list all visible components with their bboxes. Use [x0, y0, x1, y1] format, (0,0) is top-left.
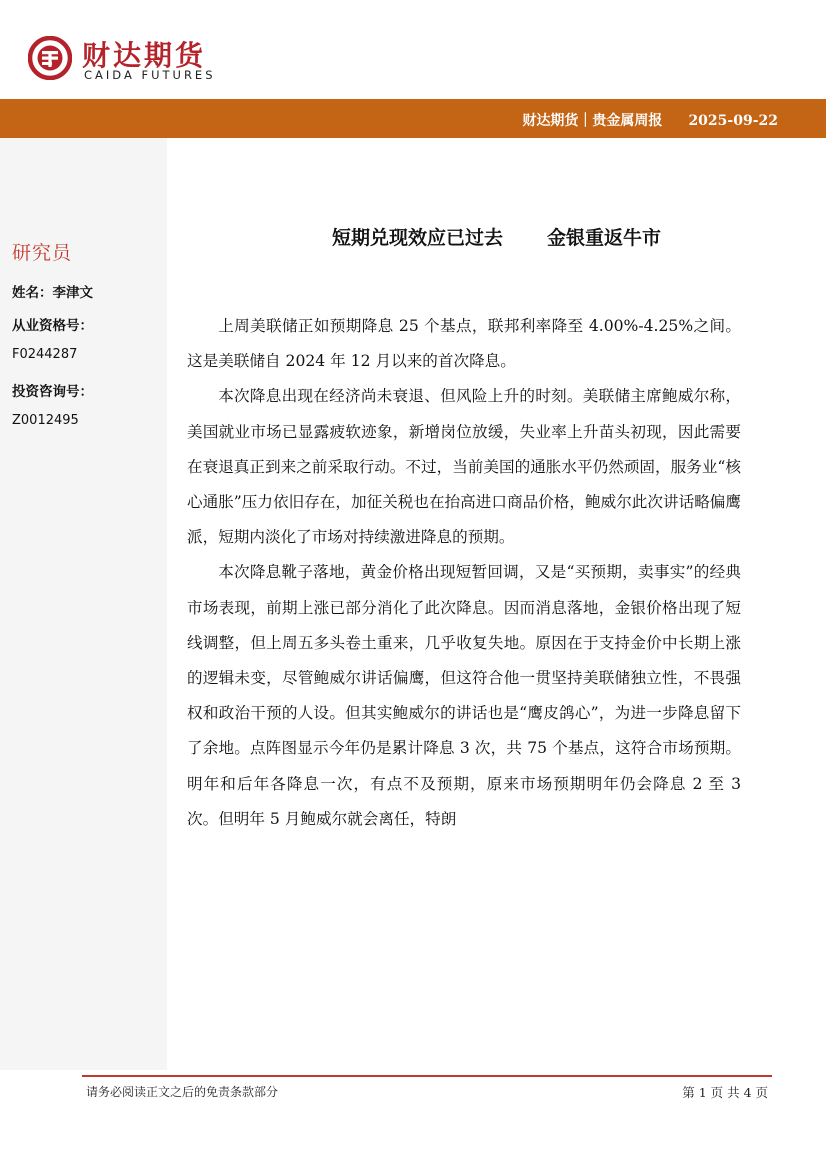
page-number: 第 1 页 共 4 页: [682, 1085, 768, 1100]
body-paragraph: 本次降息出现在经济尚未衰退、但风险上升的时刻。美联储主席鲍威尔称，美国就业市场已显露疲软迹象，新增岗位放缓，失业率上升苗头初现，因此需要在衰退真正到来之前采取行动。不过，当前美国的通胀水平仍然顽固，服务业“核心通胀”压力依旧存在，加征关税也在抬高进口商品价格，鲍威尔此次讲话略偏鹰派，短期内淡化了市场对持续激进降息的预期。: [187, 387, 741, 547]
report-body: [187, 309, 741, 837]
footer-disclaimer: 请务必阅读正文之后的免责条款部分: [86, 1085, 279, 1099]
body-paragraph: 本次降息靴子落地，黄金价格出现短暂回调，又是“买预期，卖事实”的经典市场表现，前期上涨已部分消化了此次降息。因而消息落地，金银价格出现了短线调整，但上周五多头卷土重来，几乎收复失地。原因在于支持金价中长期上涨的逻辑未变，尽管鲍威尔讲话偏鹰，但这符合他一贯坚持美联储独立性，不畏强权和政治干预的人设。但其实鲍威尔的讲话也是“鹰皮鸽心”，为进一步降息留下了余地。点阵图显示今年仍是累计降息 3 次，共 75 个基点，这符合市场预期。明年和后年各降息一次，有点不及预期，原来市场预期明年仍会降息 2 至 3 次。但明年 5 月鲍威尔就会离任，特朗: [187, 563, 741, 828]
report-title-left: 短期兑现效应已过去: [331, 227, 503, 249]
company-name-en: CAIDA FUTURES: [84, 68, 216, 82]
caida-logo-icon: [28, 36, 72, 80]
report-header-text: [522, 110, 778, 130]
qualification-label: 从业资格号：: [12, 318, 93, 334]
report-date: 2025-09-22: [688, 113, 778, 129]
consulting-label: 投资咨询号：: [12, 384, 93, 400]
company-name-cn: 财达期货: [82, 39, 207, 72]
analyst-name: 姓名：李津文: [12, 285, 93, 301]
footer-divider: [82, 1075, 772, 1077]
analyst-sidebar: [0, 138, 167, 1070]
report-series-label: 财达期货｜贵金属周报: [522, 113, 663, 129]
header-band: [0, 99, 826, 138]
sidebar-title: 研究员: [12, 242, 73, 264]
qualification-code: F0244287: [12, 347, 78, 362]
report-title: [167, 223, 826, 250]
report-title-right: 金银重返牛市: [547, 227, 662, 249]
consulting-code: Z0012495: [12, 413, 79, 428]
body-paragraph: 上周美联储正如预期降息 25 个基点，联邦利率降至 4.00%-4.25%之间。这是美联储自 2024 年 12 月以来的首次降息。: [187, 317, 741, 371]
